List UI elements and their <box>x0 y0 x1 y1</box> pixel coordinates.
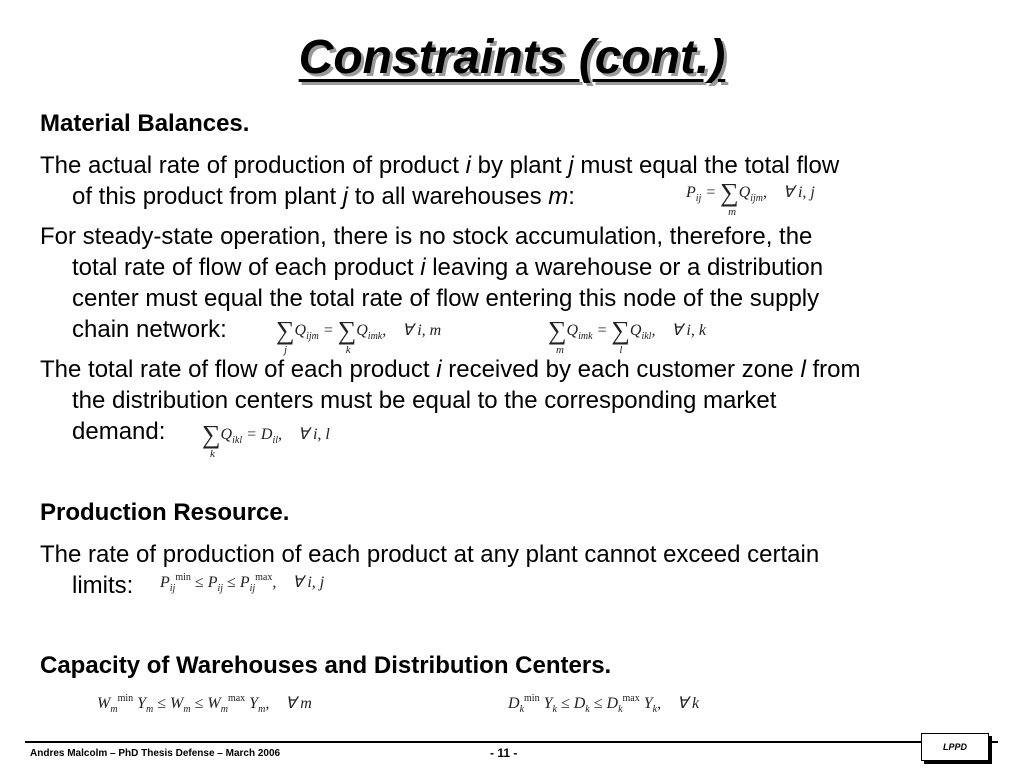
distribution-capacity-equation: $D_k^{min}$ $Y_k \le D_k \le D_k^{max}$ $Y_k$, ∀ k <box>508 693 700 715</box>
production-resource-heading: Production Resource. <box>40 499 290 526</box>
lppd-logo: LPPD <box>921 733 989 761</box>
customer-demand-paragraph <box>40 354 861 460</box>
paragraph-line: The actual rate of production of product i by plant j must equal the total flow <box>40 152 840 179</box>
summation-symbol: ∑ j <box>276 316 295 356</box>
paragraph-line: For steady-state operation, there is no stock accumulation, therefore, the <box>40 223 813 250</box>
summation-symbol: ∑ k <box>202 420 221 460</box>
warehouse-capacity-equation: $W_m^{min}$ $Y_m \le W_m \le W_m^{max}$ $Y_m$, ∀ m <box>97 693 312 715</box>
paragraph-line: The total rate of flow of each product i received by each customer zone l from <box>40 356 861 383</box>
paragraph-line: of this product from plant j to all warehouses m: <box>72 183 575 210</box>
paragraph-line: center must equal the total rate of flow entering this node of the supply <box>72 285 820 312</box>
summation-symbol: ∑ k <box>337 316 357 356</box>
footer-divider <box>25 741 998 743</box>
page-number: - 11 - <box>490 746 518 760</box>
paragraph-line: limits: <box>72 572 134 599</box>
summation-symbol: ∑ m <box>720 178 739 218</box>
summation-symbol: ∑ m <box>548 316 567 356</box>
paragraph-line: the distribution centers must be equal to the corresponding market <box>72 387 777 414</box>
summation-symbol: ∑ l <box>611 316 630 356</box>
slide-title: Constraints (cont.) <box>298 31 726 84</box>
paragraph-line: demand: <box>72 418 166 445</box>
capacity-heading: Capacity of Warehouses and Distribution Centers. <box>40 652 612 679</box>
paragraph-line: chain network: <box>72 316 227 343</box>
footer-author: Andres Malcolm – PhD Thesis Defense – March 2006 <box>30 748 281 759</box>
plant-balance-equation: $P_{ij}$ = ∑ m $Q_{ijm}$, ∀ i, j <box>686 178 815 218</box>
material-balances-heading: Material Balances. <box>40 110 250 137</box>
paragraph-line: The rate of production of each product at any plant cannot exceed certain <box>40 541 820 568</box>
distribution-center-balance-equation: ∑ m $Q_{imk}$ = ∑ l $Q_{ikl}$, ∀ i, k <box>548 316 706 356</box>
market-demand-equation: ∑ k $Q_{ikl} = D_{il}$, ∀ i, l <box>202 420 330 460</box>
paragraph-line: total rate of flow of each product i leaving a warehouse or a distribution <box>72 254 824 281</box>
production-limits-equation: $P_{ij}^{min} \le P_{ij} \le P_{ij}^{max}$, ∀ i, j <box>160 572 325 594</box>
warehouse-balance-equation: ∑ j $Q_{ijm}$ = ∑ k $Q_{imk}$, ∀ i, m <box>276 316 442 356</box>
production-limits-paragraph <box>40 539 819 601</box>
